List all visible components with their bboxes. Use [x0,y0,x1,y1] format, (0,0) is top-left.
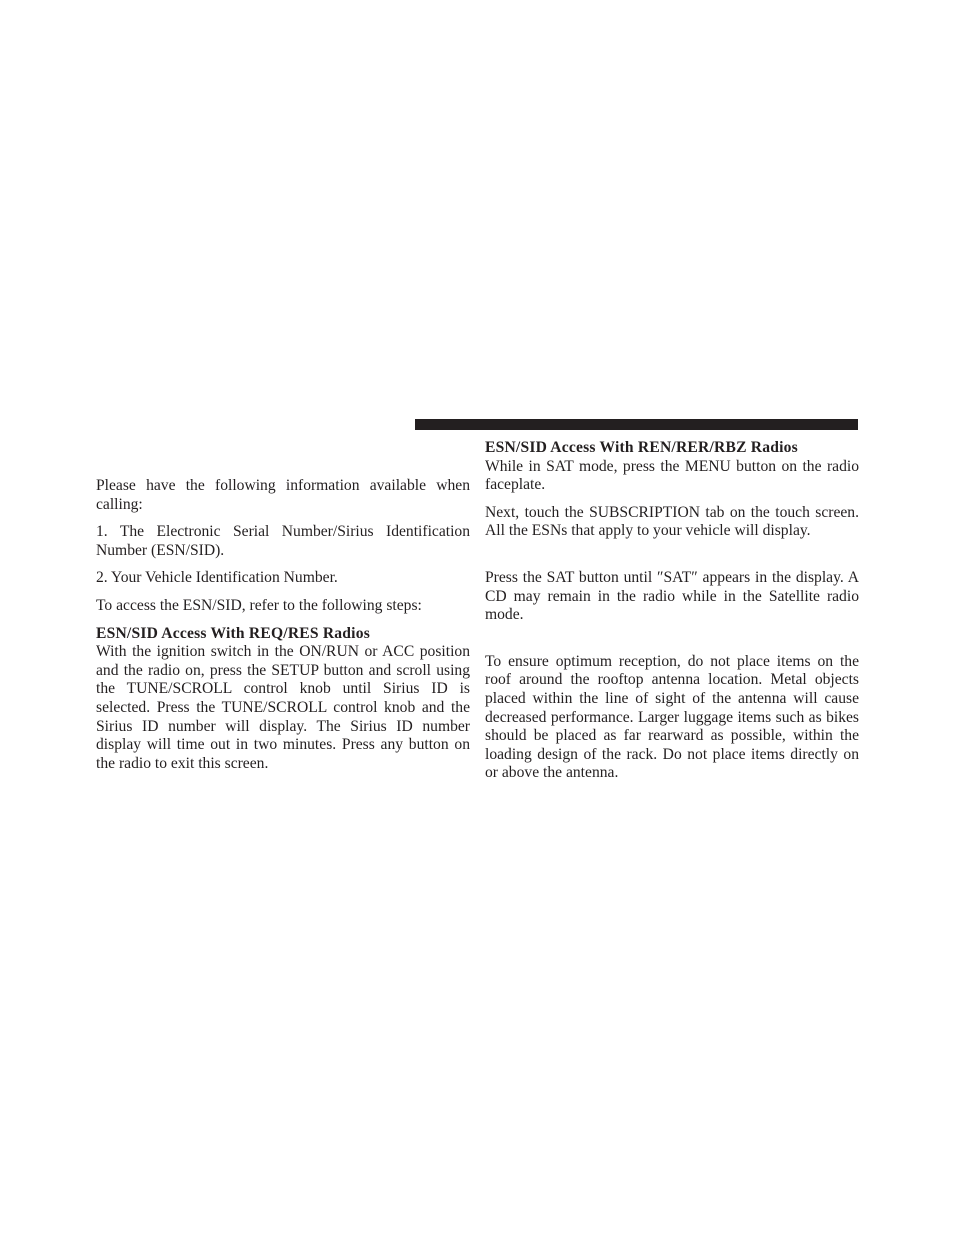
intro-paragraph: Please have the following information available when calling: [96,477,470,513]
req-res-paragraph: With the ignition switch in the ON/RUN or ACC position and the radio on, press the SETUP button and scroll using the TUNE/SCROLL control knob until Sirius ID is selected. Press the TUNE/SCROLL control knob and the Sirius ID number will display. The Sirius ID number display will time out in two minutes. Press any button on the radio to exit this screen. [96,643,470,772]
access-intro-paragraph: To access the ESN/SID, refer to the following steps: [96,596,422,614]
sat-button-paragraph: Press the SAT button until ″SAT″ appears in the display. A CD may remain in the radio while in the Satellite radio mode. [485,568,859,624]
reception-paragraph: To ensure optimum reception, do not place items on the roof around the rooftop antenna location. Metal objects placed within the line of sight of the antenna will cause decreased performance. Larger luggage items such as bikes should be placed as far rearward as possible, within the loading design of the rack. Do not place items directly on or above the antenna. [485,652,859,782]
list-item-vin: 2. Your Vehicle Identification Number. [96,569,338,587]
list-item-esn-sid: 1. The Electronic Serial Number/Sirius Identification Number (ESN/SID). [96,523,470,559]
section-header-bar [415,419,858,430]
req-res-heading: ESN/SID Access With REQ/RES Radios [96,624,370,642]
ren-menu-paragraph: While in SAT mode, press the MENU button on the radio faceplate. [485,457,859,494]
ren-rer-rbz-heading: ESN/SID Access With REN/RER/RBZ Radios [485,439,798,456]
left-column [96,477,470,773]
ren-subscription-paragraph: Next, touch the SUBSCRIPTION tab on the touch screen. All the ESNs that apply to your vehicle will display. [485,503,859,540]
right-column [485,439,859,783]
